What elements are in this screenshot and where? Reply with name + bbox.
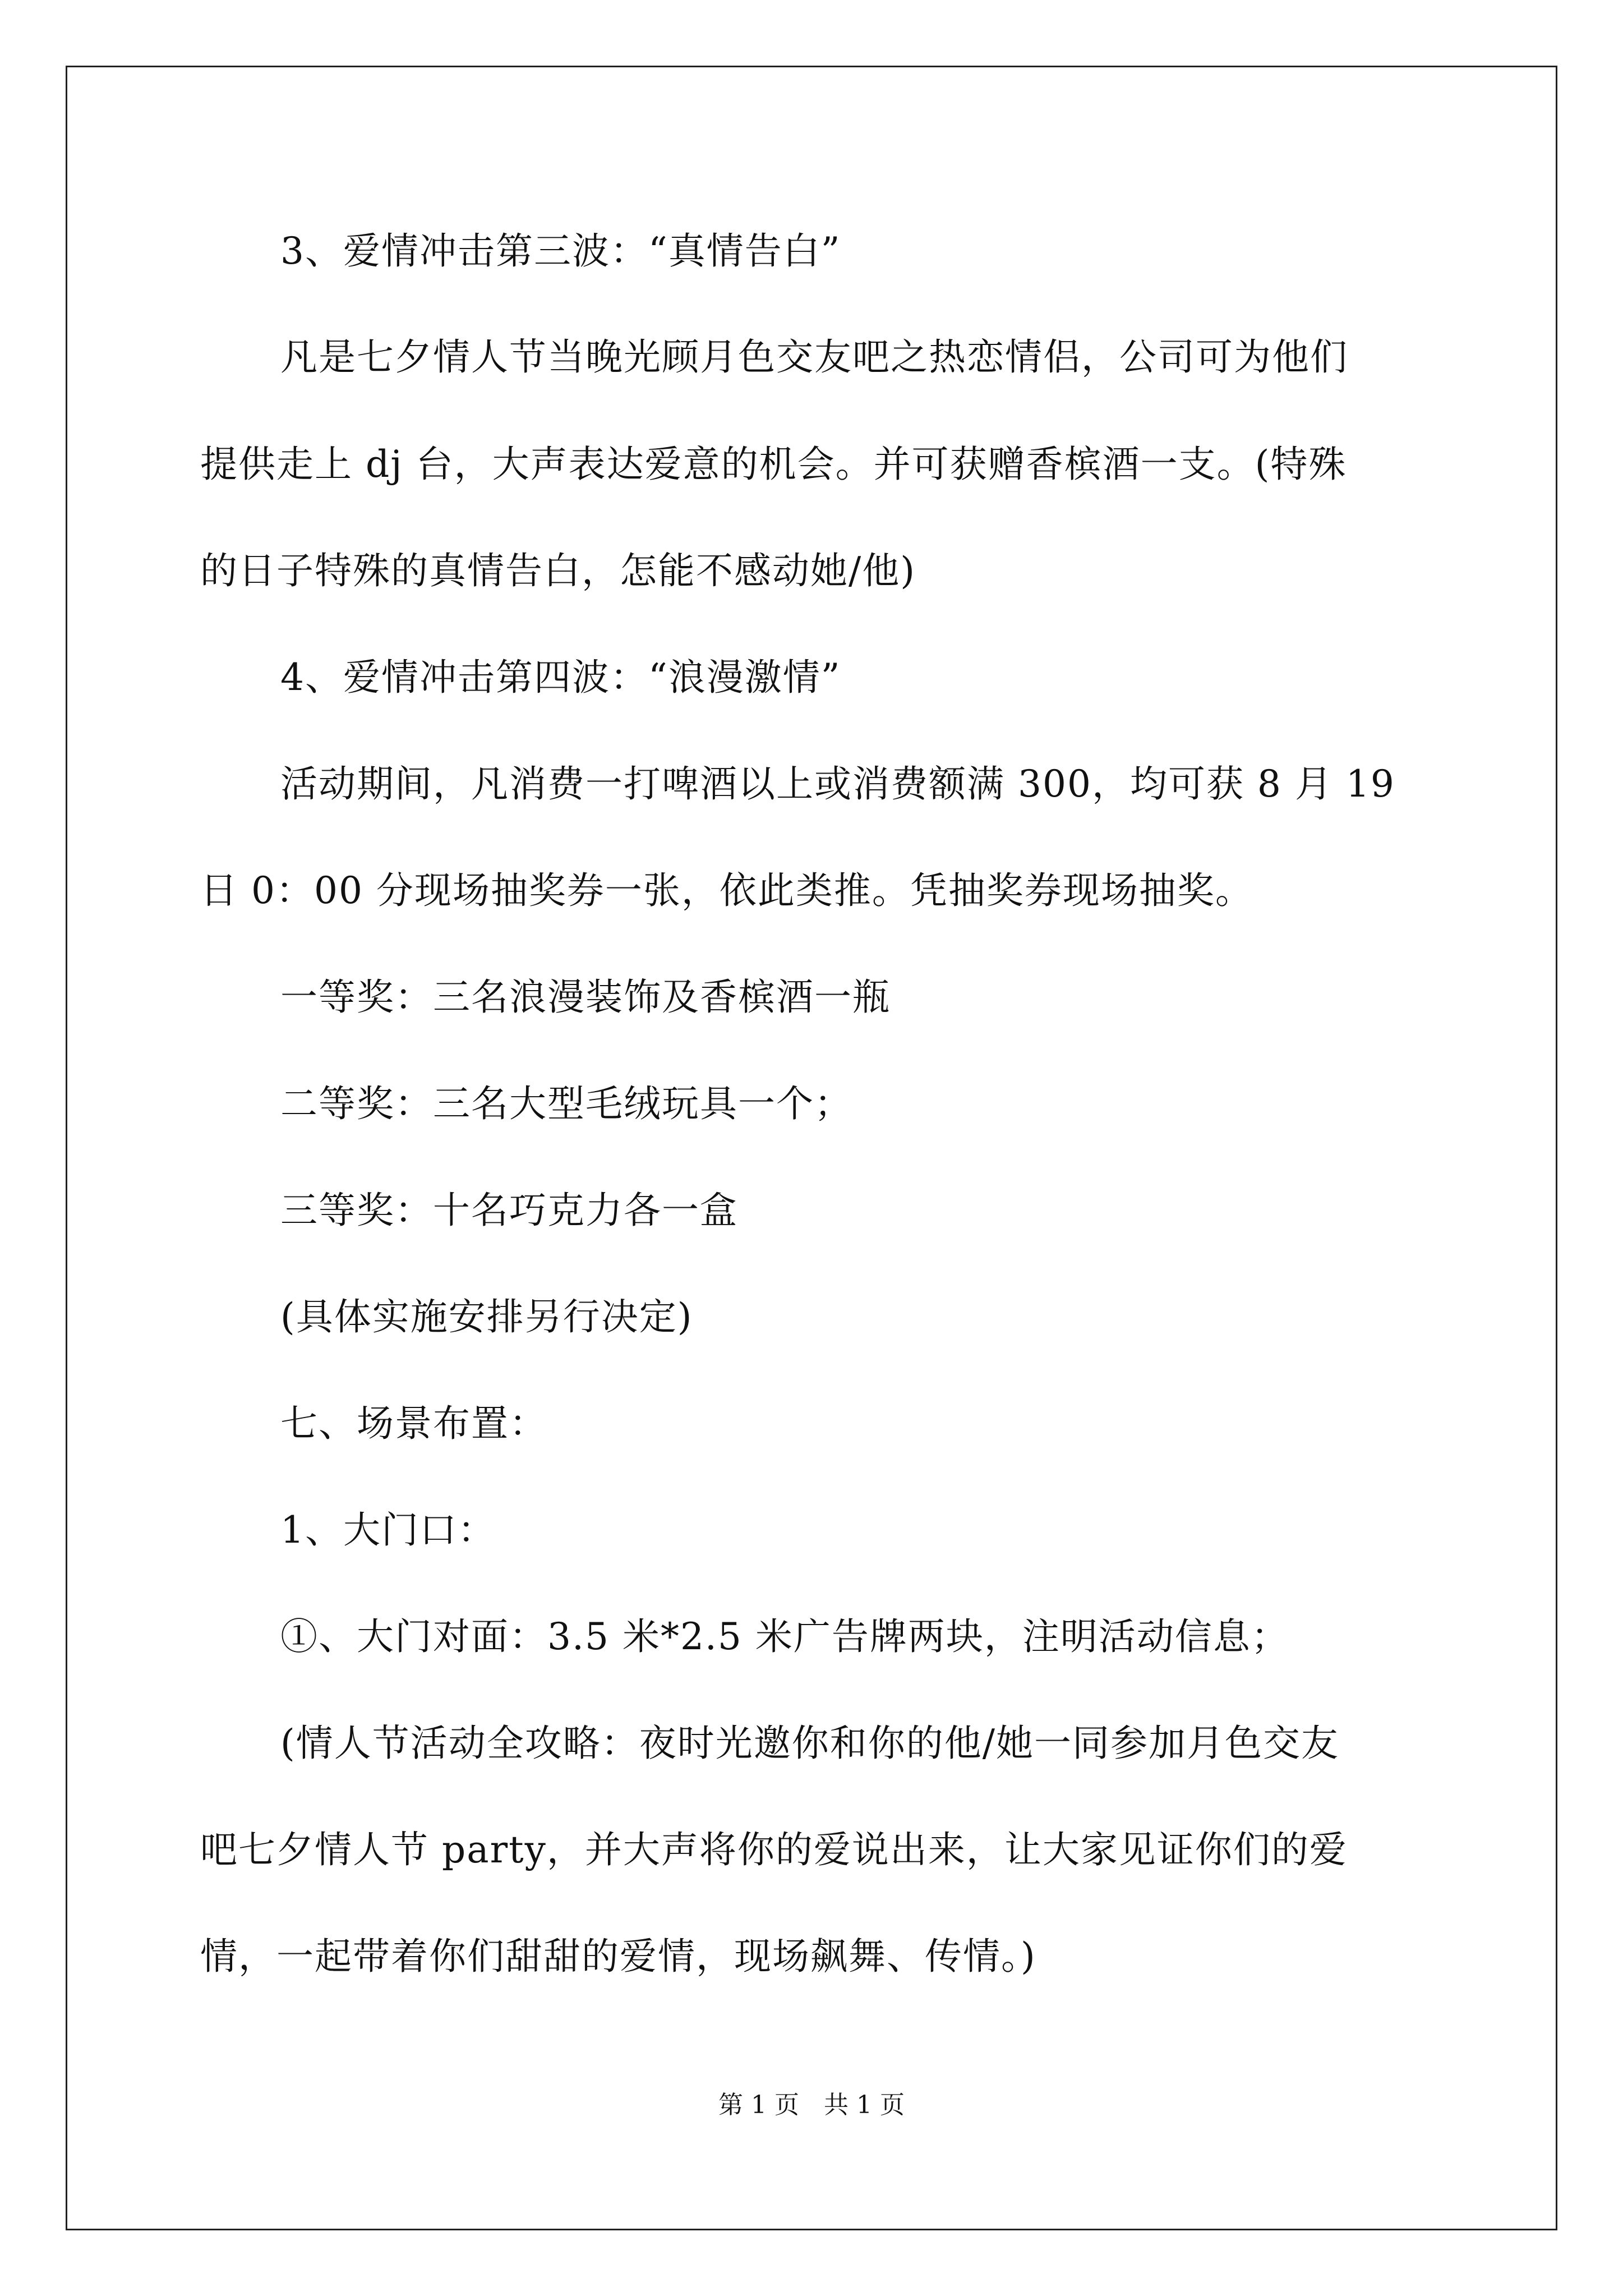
paragraph-line: 一等奖：三名浪漫装饰及香槟酒一瓶 xyxy=(280,976,891,1019)
paragraph-line: (具体实施安排另行决定) xyxy=(280,1295,693,1338)
paragraph-line: 情，一起带着你们甜甜的爱情，现场飙舞、传情。) xyxy=(200,1935,1036,1978)
paragraph-line: 的日子特殊的真情告白，怎能不感动她/他) xyxy=(200,549,916,592)
paragraph-line: 吧七夕情人节 party，并大声将你的爱说出来，让大家见证你们的爱 xyxy=(200,1828,1348,1871)
section-heading: 七、场景布置： xyxy=(280,1402,547,1445)
paragraph-line: 活动期间，凡消费一打啤酒以上或消费额满 300，均可获 8 月 19 xyxy=(280,762,1395,806)
paragraph-line: ①、大门对面：3.5 米*2.5 米广告牌两块，注明活动信息； xyxy=(280,1615,1289,1658)
paragraph-line: 3、爱情冲击第三波：“真情告白” xyxy=(280,229,841,273)
page-border xyxy=(66,66,1557,2230)
paragraph-line: 凡是七夕情人节当晚光顾月色交友吧之热恋情侣，公司可为他们 xyxy=(280,335,1348,379)
paragraph-line: 4、爱情冲击第四波：“浪漫激情” xyxy=(280,656,841,699)
paragraph-line: 三等奖：十名巧克力各一盒 xyxy=(280,1189,738,1232)
page-footer: 第 1 页 共 1 页 xyxy=(718,2091,905,2119)
paragraph-line: (情人节活动全攻略：夜时光邀你和你的他/她一同参加月色交友 xyxy=(280,1722,1339,1765)
paragraph-line: 二等奖：三名大型毛绒玩具一个； xyxy=(280,1082,852,1125)
paragraph-line: 日 0：00 分现场抽奖券一张，依此类推。凭抽奖券现场抽奖。 xyxy=(200,869,1253,912)
paragraph-line: 1、大门口： xyxy=(280,1508,496,1552)
paragraph-line: 提供走上 dj 台，大声表达爱意的机会。并可获赠香槟酒一支。(特殊 xyxy=(200,443,1347,486)
